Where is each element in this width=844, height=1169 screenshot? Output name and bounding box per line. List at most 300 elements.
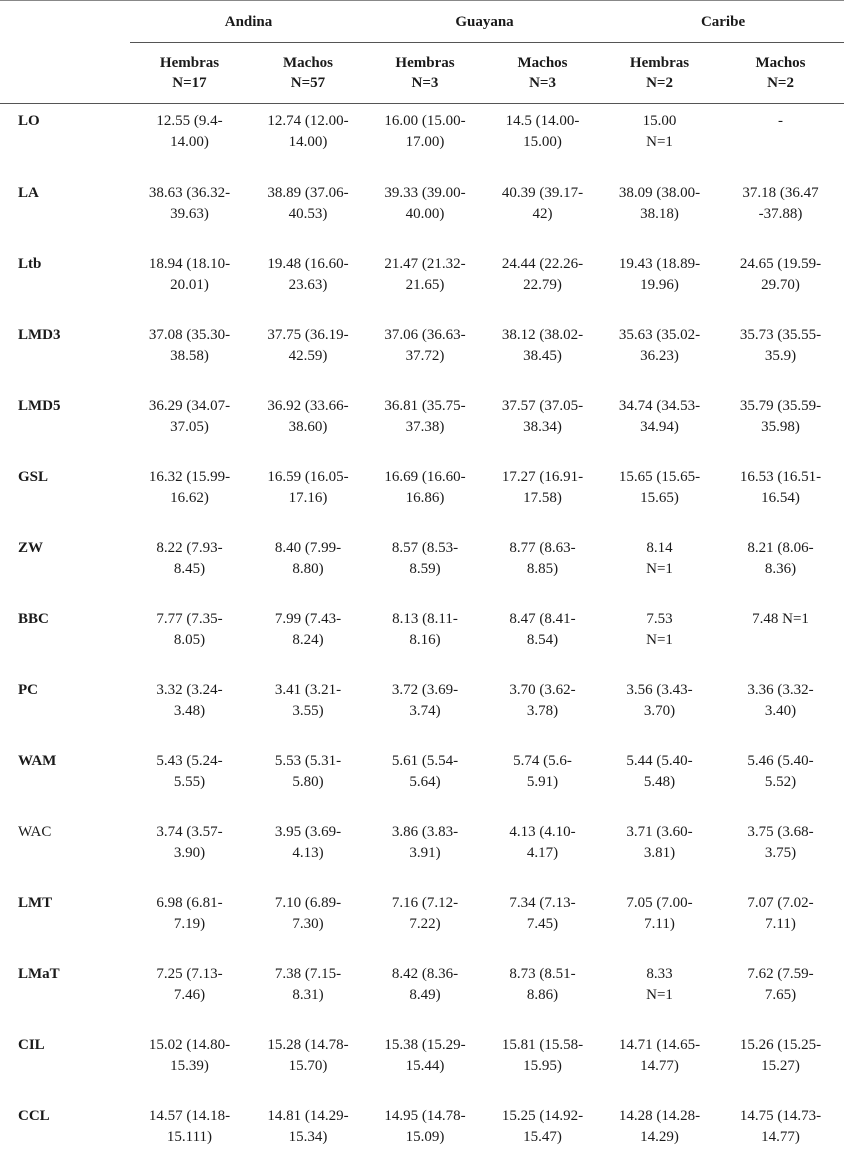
cell-line: 8.77 (8.63- [509, 539, 576, 556]
table-cell [249, 885, 367, 956]
cell-line: 16.86) [405, 489, 445, 506]
cell-line: 8.47 (8.41- [509, 610, 576, 627]
cell-line: 7.99 (7.43- [274, 610, 342, 627]
cell-line: 21.65) [405, 276, 445, 293]
row-label: Ltb [18, 255, 42, 272]
cell-line: 7.10 (6.89- [274, 894, 342, 911]
cell-line: 14.57 (14.18- [148, 1107, 231, 1124]
table-cell [249, 743, 367, 814]
table-cell [367, 317, 483, 388]
row-label: GSL [18, 468, 49, 485]
cell-line: 40.00) [405, 205, 445, 222]
row-label: LMD5 [18, 397, 61, 414]
subheader-cell [367, 43, 483, 104]
cell-line: 7.65) [764, 986, 797, 1003]
cell-line: 7.62 (7.59- [747, 965, 814, 982]
cell-line: 5.43 (5.24- [156, 752, 223, 769]
cell-line: 37.57 (37.05- [501, 397, 584, 414]
cell-line: 36.23) [640, 347, 679, 364]
cell-line: 3.95 (3.69- [274, 823, 342, 840]
cell-line: 14.28 (14.28- [618, 1107, 701, 1124]
table-cell [602, 672, 717, 743]
cell-line: 3.75 (3.68- [747, 823, 814, 840]
cell-line: 15.09) [405, 1128, 445, 1145]
cell-line: 15.70) [288, 1057, 328, 1074]
table-cell [717, 814, 844, 885]
cell-line: 7.45) [526, 915, 559, 932]
table-cell [367, 601, 483, 672]
table-cell [483, 1098, 602, 1169]
table-cell [367, 956, 483, 1027]
cell-line: 5.53 (5.31- [274, 752, 342, 769]
cell-line: 20.01) [170, 276, 209, 293]
cell-line: 15.44) [405, 1057, 445, 1074]
cell-line: 5.44 (5.40- [626, 752, 693, 769]
cell-line: 3.32 (3.24- [156, 681, 223, 698]
table-cell [249, 317, 367, 388]
table-cell [483, 814, 602, 885]
table-cell [717, 956, 844, 1027]
table-cell [249, 1098, 367, 1169]
cell-line: 3.70 (3.62- [509, 681, 576, 698]
cell-line: 23.63) [288, 276, 328, 293]
table-cell [483, 956, 602, 1027]
cell-line: 38.45) [523, 347, 562, 364]
cell-line: 36.81 (35.75- [384, 397, 466, 414]
cell-line: 3.78) [526, 702, 559, 719]
table-row [0, 246, 844, 317]
table-cell [717, 1098, 844, 1169]
cell-line: 37.08 (35.30- [148, 326, 231, 343]
table-cell [717, 175, 844, 246]
table-cell [249, 530, 367, 601]
cell-line: 37.05) [170, 418, 209, 435]
table-cell [602, 530, 717, 601]
cell-line: 3.74 (3.57- [156, 823, 223, 840]
subheader-sex: Machos [755, 55, 806, 71]
cell-line: 3.74) [409, 702, 441, 719]
cell-line: 29.70) [761, 276, 800, 293]
cell-line: 14.77) [640, 1057, 679, 1074]
cell-line: 14.00) [288, 134, 328, 150]
table-cell [602, 388, 717, 459]
table-cell [249, 1027, 367, 1098]
cell-line: 12.74 (12.00- [267, 113, 349, 129]
cell-line: 5.64) [409, 773, 441, 790]
cell-line: 16.32 (15.99- [148, 468, 231, 485]
table-cell [483, 1027, 602, 1098]
subheader-n: N=17 [172, 75, 207, 91]
table-cell [717, 388, 844, 459]
subheader-sex: Hembras [629, 55, 690, 71]
cell-line: 15.65 (15.65- [618, 468, 701, 485]
row-label: WAM [18, 752, 57, 769]
cell-line: 39.63) [170, 205, 209, 222]
cell-line: 42.59) [288, 347, 328, 364]
table-row [0, 956, 844, 1027]
cell-line: 35.79 (35.59- [739, 397, 822, 414]
cell-line: 7.30) [292, 915, 324, 932]
table-cell [602, 814, 717, 885]
cell-line: 5.91) [526, 773, 559, 790]
table-row [0, 672, 844, 743]
cell-line: 8.73 (8.51- [509, 965, 576, 982]
cell-line: 7.19) [173, 915, 206, 932]
cell-line: 15.28 (14.78- [267, 1036, 349, 1053]
cell-line: 40.39 (39.17- [501, 184, 584, 201]
table-cell [249, 388, 367, 459]
table-cell [130, 672, 249, 743]
cell-line: 8.21 (8.06- [747, 539, 814, 556]
cell-line: -37.88) [758, 205, 803, 222]
cell-line: 24.65 (19.59- [739, 255, 822, 272]
cell-line: 15.65) [640, 489, 679, 506]
cell-line: N=1 [646, 134, 673, 150]
table-header [0, 1, 844, 104]
cell-line: 15.38 (15.29- [384, 1036, 466, 1053]
table-cell [602, 885, 717, 956]
cell-line: 8.80) [292, 560, 324, 577]
table-cell [483, 885, 602, 956]
cell-line: 8.33 [646, 965, 673, 982]
cell-line: 38.34) [523, 418, 562, 435]
table-row [0, 104, 844, 175]
cell-line: 8.54) [526, 631, 559, 648]
cell-line: 3.36 (3.32- [747, 681, 814, 698]
cell-line: 14.95 (14.78- [384, 1107, 466, 1124]
table-cell [483, 672, 602, 743]
cell-line: 37.38) [405, 418, 445, 435]
cell-line: 7.38 (7.15- [274, 965, 342, 982]
subheader-cell [717, 43, 844, 104]
cell-line: 17.58) [523, 489, 562, 506]
cell-line: 19.96) [640, 276, 679, 293]
cell-line: 36.29 (34.07- [148, 397, 231, 414]
cell-line: 3.86 (3.83- [391, 823, 459, 840]
table-cell [602, 459, 717, 530]
cell-line: 35.63 (35.02- [618, 326, 701, 343]
cell-line: 3.48) [173, 702, 206, 719]
table-cell [483, 175, 602, 246]
table-cell [602, 1027, 717, 1098]
cell-line: 8.45) [173, 560, 206, 577]
cell-line: 38.60) [288, 418, 328, 435]
table-row [0, 601, 844, 672]
table-cell [367, 530, 483, 601]
cell-line: 16.62) [170, 489, 209, 506]
table-cell [130, 175, 249, 246]
table-cell [602, 246, 717, 317]
table-cell [483, 530, 602, 601]
table-cell [249, 246, 367, 317]
subheader-n: N=3 [529, 75, 556, 91]
table-cell [717, 459, 844, 530]
subheader-n: N=57 [290, 75, 326, 91]
cell-line: 14.29) [640, 1128, 679, 1145]
corner-cell [0, 1, 130, 43]
cell-line: 4.13 (4.10- [509, 823, 576, 840]
cell-line: 7.48 N=1 [752, 610, 809, 627]
table-cell [483, 317, 602, 388]
table-cell [367, 104, 483, 175]
cell-line: 35.98) [761, 418, 800, 435]
cell-line: 15.00) [523, 134, 562, 150]
cell-line: 7.77 (7.35- [156, 610, 223, 627]
cell-line: 15.27) [761, 1057, 800, 1074]
table-cell [717, 885, 844, 956]
cell-line: 8.40 (7.99- [274, 539, 342, 556]
cell-line: 8.57 (8.53- [391, 539, 459, 556]
table-cell [249, 814, 367, 885]
subheader-cell [483, 43, 602, 104]
cell-line: 7.25 (7.13- [156, 965, 223, 982]
table-cell [130, 1027, 249, 1098]
table-cell [367, 1098, 483, 1169]
cell-line: 40.53) [288, 205, 328, 222]
cell-line: 8.22 (7.93- [156, 539, 223, 556]
cell-line: 3.75) [764, 844, 797, 861]
cell-line: 8.86) [526, 986, 559, 1003]
cell-line: 15.111) [166, 1128, 213, 1145]
cell-line: 38.89 (37.06- [267, 184, 349, 201]
cell-line: 39.33 (39.00- [384, 184, 466, 201]
table-cell [602, 743, 717, 814]
cell-line: 14.77) [761, 1128, 800, 1145]
row-label: CIL [18, 1036, 45, 1053]
cell-line: 17.27 (16.91- [501, 468, 584, 485]
table-cell [249, 175, 367, 246]
cell-line: 16.54) [761, 489, 800, 506]
cell-line: 3.70) [643, 702, 676, 719]
table-cell [717, 530, 844, 601]
cell-line: 16.00 (15.00- [384, 113, 466, 129]
cell-line: 7.07 (7.02- [747, 894, 814, 911]
cell-line: 14.5 (14.00- [505, 113, 580, 129]
cell-line: 34.94) [640, 418, 679, 435]
cell-line: 38.63 (36.32- [148, 184, 231, 201]
table-cell [483, 246, 602, 317]
table-cell [483, 104, 602, 175]
group-header-guayana: Guayana [367, 1, 602, 43]
corner-cell-sub [0, 43, 130, 104]
cell-line: 15.25 (14.92- [501, 1107, 584, 1124]
table-cell [602, 317, 717, 388]
cell-line: 5.52) [764, 773, 797, 790]
subheader-n: N=2 [646, 75, 673, 91]
row-label: LMD3 [18, 326, 61, 343]
cell-line: 15.26 (15.25- [739, 1036, 822, 1053]
table-cell [717, 601, 844, 672]
cell-line: 38.58) [170, 347, 209, 364]
cell-line: 15.47) [523, 1128, 562, 1145]
cell-line: 8.36) [764, 560, 797, 577]
subheader-row [0, 43, 844, 104]
subheader-sex: Hembras [159, 55, 220, 71]
table-cell [130, 1098, 249, 1169]
row-label: PC [18, 681, 38, 698]
subheader-sex: Hembras [395, 55, 455, 71]
cell-line: 12.55 (9.4- [156, 113, 223, 129]
cell-line: 5.55) [173, 773, 206, 790]
table-cell [130, 246, 249, 317]
table-cell [249, 672, 367, 743]
row-label: CCL [18, 1107, 50, 1124]
cell-line: N=1 [646, 631, 673, 648]
group-header-caribe: Caribe [602, 1, 844, 43]
table-cell [367, 175, 483, 246]
cell-line: 14.71 (14.65- [618, 1036, 701, 1053]
cell-line: 5.61 (5.54- [391, 752, 459, 769]
cell-line: 15.34) [288, 1128, 328, 1145]
table-cell [717, 743, 844, 814]
cell-line: 17.16) [288, 489, 328, 506]
cell-line: 3.56 (3.43- [626, 681, 693, 698]
cell-line: 37.72) [405, 347, 445, 364]
subheader-cell [249, 43, 367, 104]
cell-line: 36.92 (33.66- [267, 397, 349, 414]
cell-line: 8.24) [292, 631, 324, 648]
table-cell [367, 459, 483, 530]
table-cell [130, 743, 249, 814]
cell-line: 37.18 (36.47 [742, 184, 819, 201]
table-cell [602, 175, 717, 246]
cell-line: 14.81 (14.29- [267, 1107, 349, 1124]
cell-line: 3.41 (3.21- [274, 681, 342, 698]
cell-line: 8.13 (8.11- [392, 610, 458, 627]
table-cell [483, 388, 602, 459]
table-row [0, 530, 844, 601]
row-label: LO [18, 113, 40, 129]
table-row [0, 885, 844, 956]
table-body [0, 104, 844, 1169]
table-cell [367, 672, 483, 743]
subheader-cell [602, 43, 717, 104]
cell-line: 16.53 (16.51- [739, 468, 822, 485]
table-cell [130, 530, 249, 601]
cell-line: 5.80) [292, 773, 324, 790]
table-row [0, 1098, 844, 1169]
cell-line: 21.47 (21.32- [384, 255, 466, 272]
cell-line: 8.49) [409, 986, 441, 1003]
cell-line: 8.05) [173, 631, 206, 648]
cell-line: 19.43 (18.89- [618, 255, 701, 272]
table-cell [130, 388, 249, 459]
row-label: WAC [18, 823, 52, 840]
cell-line: 5.46 (5.40- [747, 752, 814, 769]
cell-line: 15.39) [170, 1057, 209, 1074]
table-row [0, 175, 844, 246]
subheader-n: N=2 [767, 75, 794, 91]
table-cell [249, 956, 367, 1027]
table-cell [367, 246, 483, 317]
cell-line: 7.16 (7.12- [391, 894, 459, 911]
table-cell [483, 743, 602, 814]
cell-line: 7.46) [173, 986, 206, 1003]
cell-line: 18.94 (18.10- [148, 255, 231, 272]
cell-line: 16.69 (16.60- [384, 468, 466, 485]
cell-line: 34.74 (34.53- [618, 397, 701, 414]
table-cell [367, 885, 483, 956]
cell-line: 3.90) [173, 844, 206, 861]
cell-line: 8.85) [526, 560, 559, 577]
cell-line: 14.00) [170, 134, 209, 150]
subheader-sex: Machos [283, 55, 333, 71]
cell-line: 8.14 [646, 539, 673, 556]
table-cell [483, 601, 602, 672]
table-cell [130, 601, 249, 672]
cell-line: 15.81 (15.58- [501, 1036, 584, 1053]
cell-line: 15.95) [523, 1057, 562, 1074]
cell-line: 3.72 (3.69- [391, 681, 459, 698]
cell-line: 15.00 [642, 113, 677, 129]
cell-line: 16.59 (16.05- [267, 468, 349, 485]
cell-line: 38.18) [640, 205, 679, 222]
table-cell [130, 885, 249, 956]
cell-line: 22.79) [523, 276, 562, 293]
cell-line: 8.59) [409, 560, 441, 577]
table-cell [717, 317, 844, 388]
cell-line: 8.42 (8.36- [391, 965, 459, 982]
cell-line: 7.22) [409, 915, 441, 932]
cell-line: 3.71 (3.60- [626, 823, 693, 840]
table-cell [130, 814, 249, 885]
cell-line: 38.12 (38.02- [501, 326, 584, 343]
cell-line: N=1 [646, 986, 673, 1003]
table-row [0, 1027, 844, 1098]
table-row [0, 814, 844, 885]
cell-line: 24.44 (22.26- [501, 255, 584, 272]
table-cell [367, 743, 483, 814]
table-cell [249, 104, 367, 175]
table-cell [602, 1098, 717, 1169]
cell-line: 35.9) [764, 347, 797, 364]
table-cell [602, 104, 717, 175]
table-cell [717, 1027, 844, 1098]
table-cell [717, 672, 844, 743]
table-cell [717, 104, 844, 175]
cell-line: - [778, 113, 784, 129]
table-cell [602, 956, 717, 1027]
table-cell [130, 104, 249, 175]
cell-line: 38.09 (38.00- [618, 184, 701, 201]
table-cell [367, 814, 483, 885]
table-cell [367, 1027, 483, 1098]
table-cell [249, 601, 367, 672]
subheader-sex: Machos [517, 55, 568, 71]
table-row [0, 317, 844, 388]
cell-line: 6.98 (6.81- [156, 894, 223, 911]
cell-line: 4.17) [526, 844, 559, 861]
group-header-row [0, 1, 844, 43]
cell-line: 7.05 (7.00- [626, 894, 693, 911]
cell-line: 35.73 (35.55- [739, 326, 822, 343]
cell-line: 7.34 (7.13- [509, 894, 576, 911]
group-header-andina: Andina [130, 1, 367, 43]
cell-line: 42) [532, 205, 553, 222]
cell-line: N=1 [646, 560, 673, 577]
row-label: LMaT [18, 965, 60, 982]
row-label: ZW [18, 539, 44, 556]
table-cell [249, 459, 367, 530]
cell-line: 8.31) [292, 986, 324, 1003]
cell-line: 3.55) [292, 702, 324, 719]
row-label: BBC [18, 610, 49, 627]
table-cell [367, 388, 483, 459]
cell-line: 37.06 (36.63- [384, 326, 466, 343]
row-label: LA [18, 184, 39, 201]
cell-line: 8.16) [409, 631, 441, 648]
table-cell [483, 459, 602, 530]
